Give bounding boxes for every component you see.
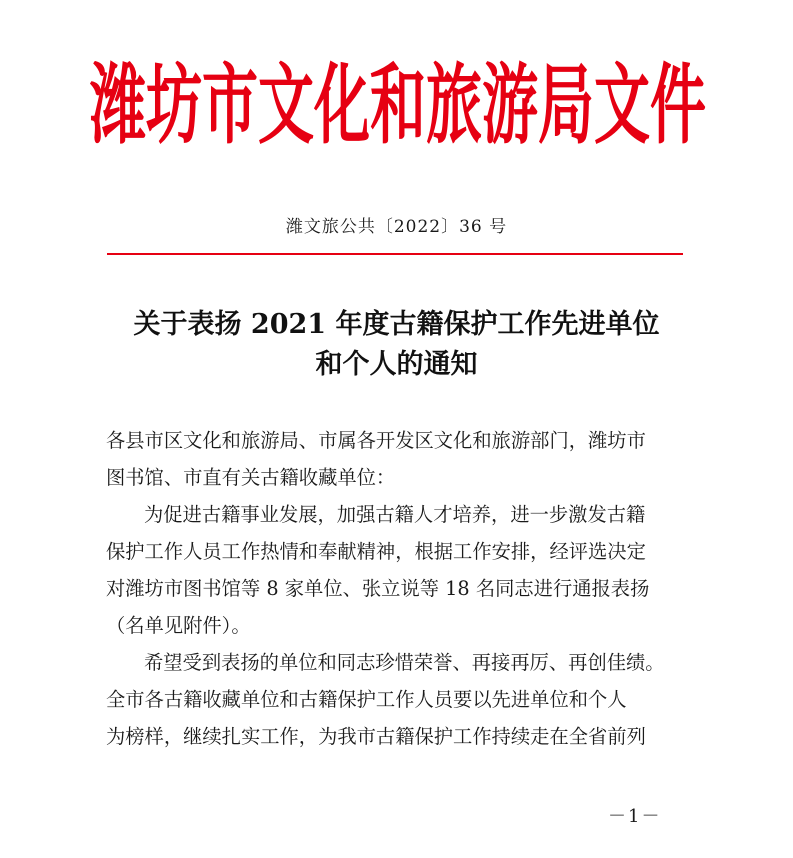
notice-title-line-1: 关于表扬 2021 年度古籍保护工作先进单位 [133, 309, 660, 340]
red-separator-line [107, 253, 683, 255]
paragraph-2-line-2: 全市各古籍收藏单位和古籍保护工作人员要以先进单位和个人 [106, 688, 627, 711]
page-number: －1－ [608, 806, 662, 827]
paragraph-2-line-1: 希望受到表扬的单位和同志珍惜荣誉、再接再厉、再创佳绩。 [144, 651, 665, 674]
paragraph-1-line-3: 对潍坊市图书馆等 8 家单位、张立说等 18 名同志进行通报表扬 [106, 577, 650, 600]
notice-title [0, 305, 793, 385]
notice-title-line-2: 和个人的通知 [315, 349, 478, 380]
paragraph-2-line-3: 为榜样，继续扎实工作，为我市古籍保护工作持续走在全省前列 [106, 725, 646, 748]
agency-masthead-title: 潍坊市文化和旅游局文件 [90, 54, 706, 157]
paragraph-1-line-1: 为促进古籍事业发展，加强古籍人才培养，进一步激发古籍 [144, 503, 646, 526]
paragraph-1-line-2: 保护工作人员工作热情和奉献精神，根据工作安排，经评选决定 [106, 540, 646, 563]
notice-body [106, 422, 696, 755]
addressee-line-2: 图书馆、市直有关古籍收藏单位： [106, 466, 396, 489]
masthead-area [0, 0, 793, 160]
document-number: 潍文旅公共〔2022〕36 号 [285, 217, 508, 237]
paragraph-1-line-4: （名单见附件）。 [106, 614, 251, 637]
addressee-line-1: 各县市区文化和旅游局、市属各开发区文化和旅游部门，潍坊市 [106, 429, 646, 452]
